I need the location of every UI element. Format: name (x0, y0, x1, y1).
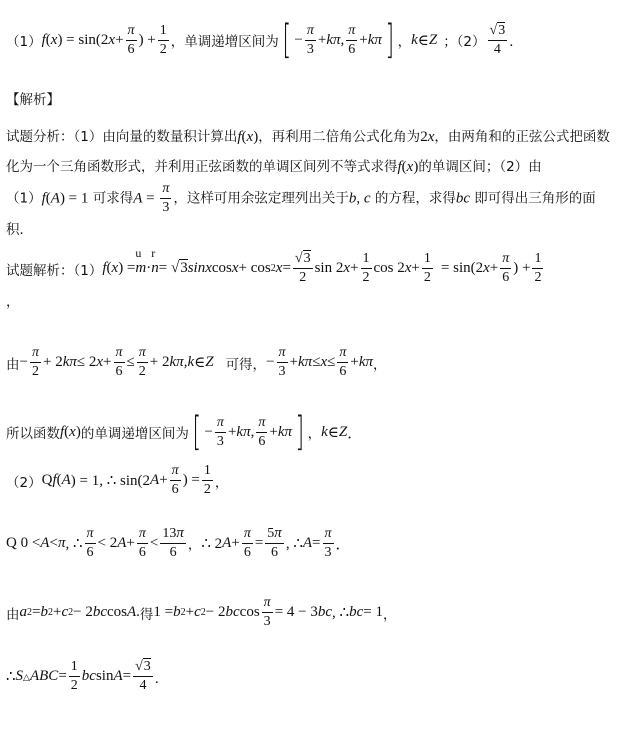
part2-line-1: （2） Q f ( A ) = 1, ∴ sin(2 A + $\frac{\pi}{6}$ ) = $\frac{1}{2}$ ， (6, 463, 229, 497)
vector-n: r n (151, 246, 159, 276)
answer-line: （1） f ( x ) = sin(2 x + $\frac{\pi}{6}$ ) + $\frac{1}{2}$ ，单调递增区间为 [ − $\frac{\pi}{3}$ + kπ , $\frac{\pi}{6}$ + kπ ] ， k ∈ Z ；（2） $\frac{√3}{4}$ ． (6, 17, 523, 63)
solution-interval: [ − $\frac{\pi}{3}$ + kπ , $\frac{\pi}{6}$ + kπ ] (192, 409, 305, 455)
analysis-paragraph: 试题分析：（1）由向量的数量积计算出f(x)，再利用二倍角公式化角为2x，由两角和的正弦公式把函数化为一个三角函数形式，并利用正弦函数的单调区间列不等式求得f(x)的单调区间；（2）由 （1）f(A) = 1 可求得A = $\frac{\pi}{3}$ ，这样可用余弦定理列出关于b, c 的方程，求得bc 即可得出三角形的面积． (6, 129, 610, 238)
solution-line-1: 试题解析：（1） f ( x ) = u m · r n = √3 sinx cos x + cos 2 x = $\frac{√3}{2}$ sin 2 x + $\frac{1}{2}$ cos 2 x + $\frac{1}{2}$ = sin(2 x + $\frac{\pi}{6}$ ) + $\frac{1}{2}$ (6, 246, 542, 285)
vector-m: u m (135, 246, 147, 276)
analysis-label: 试题分析： (6, 129, 74, 145)
answer-interval: [ − $\frac{\pi}{3}$ + kπ , $\frac{\pi}{6}$ + kπ ] (282, 17, 395, 63)
k-in-z: k (411, 31, 418, 48)
answer-mono-text: ，单调递增区间为 (170, 34, 279, 50)
part2-area-line: ∴ S △ABC = $\frac{1}{2}$ bc sin A = $\frac{√3}{4}$ ． (6, 659, 169, 693)
jiexi-header: 【解析】 (6, 92, 60, 108)
frac-sqrt3-4: $\frac{√3}{4}$ (489, 22, 506, 57)
part2-line-3: 由 a 2 = b 2 + c 2 − 2 bc cos A . 得 1 = b 2 + c 2 − 2 bc cos $\frac{\pi}{3}$ = 4 − 3 bc , ∴ bc = 1 ， (6, 595, 397, 629)
frac-pi-6: $\frac{\pi}{6}$ (127, 22, 135, 57)
inequality-line: 由 − $\frac{\pi}{2}$ + 2 kπ ≤ 2 x + $\frac{\pi}{6}$ ≤ $\frac{\pi}{2}$ + 2 kπ , k ∈ Z 可得， − $\frac{\pi}{3}$ + kπ ≤ x ≤ $\frac{\pi}{6}$ + kπ ， (6, 345, 387, 379)
solution-label: 试题解析：（1） (6, 262, 103, 279)
answer-part1-label: （1） (6, 34, 42, 50)
answer-part2-label: ；（2） (443, 34, 486, 50)
monotonic-line: 所以函数 f ( x ) 的单调递增区间为 [ − $\frac{\pi}{3}$ + kπ , $\frac{\pi}{6}$ + kπ ] ， k ∈ Z ． (6, 409, 363, 455)
frac-1-2: $\frac{1}{2}$ (159, 22, 167, 57)
answer-fx: f (41, 31, 46, 48)
part2-line-2: Q 0 < A < π , ∴ $\frac{\pi}{6}$ < 2 A + $\frac{\pi}{6}$ < $\frac{13\pi}{6}$ ， ∴ 2 A + $\frac{\pi}{6}$ = $\frac{5\pi}{6}$ , ∴ A = $\frac{\pi}{3}$ ． (6, 525, 351, 560)
